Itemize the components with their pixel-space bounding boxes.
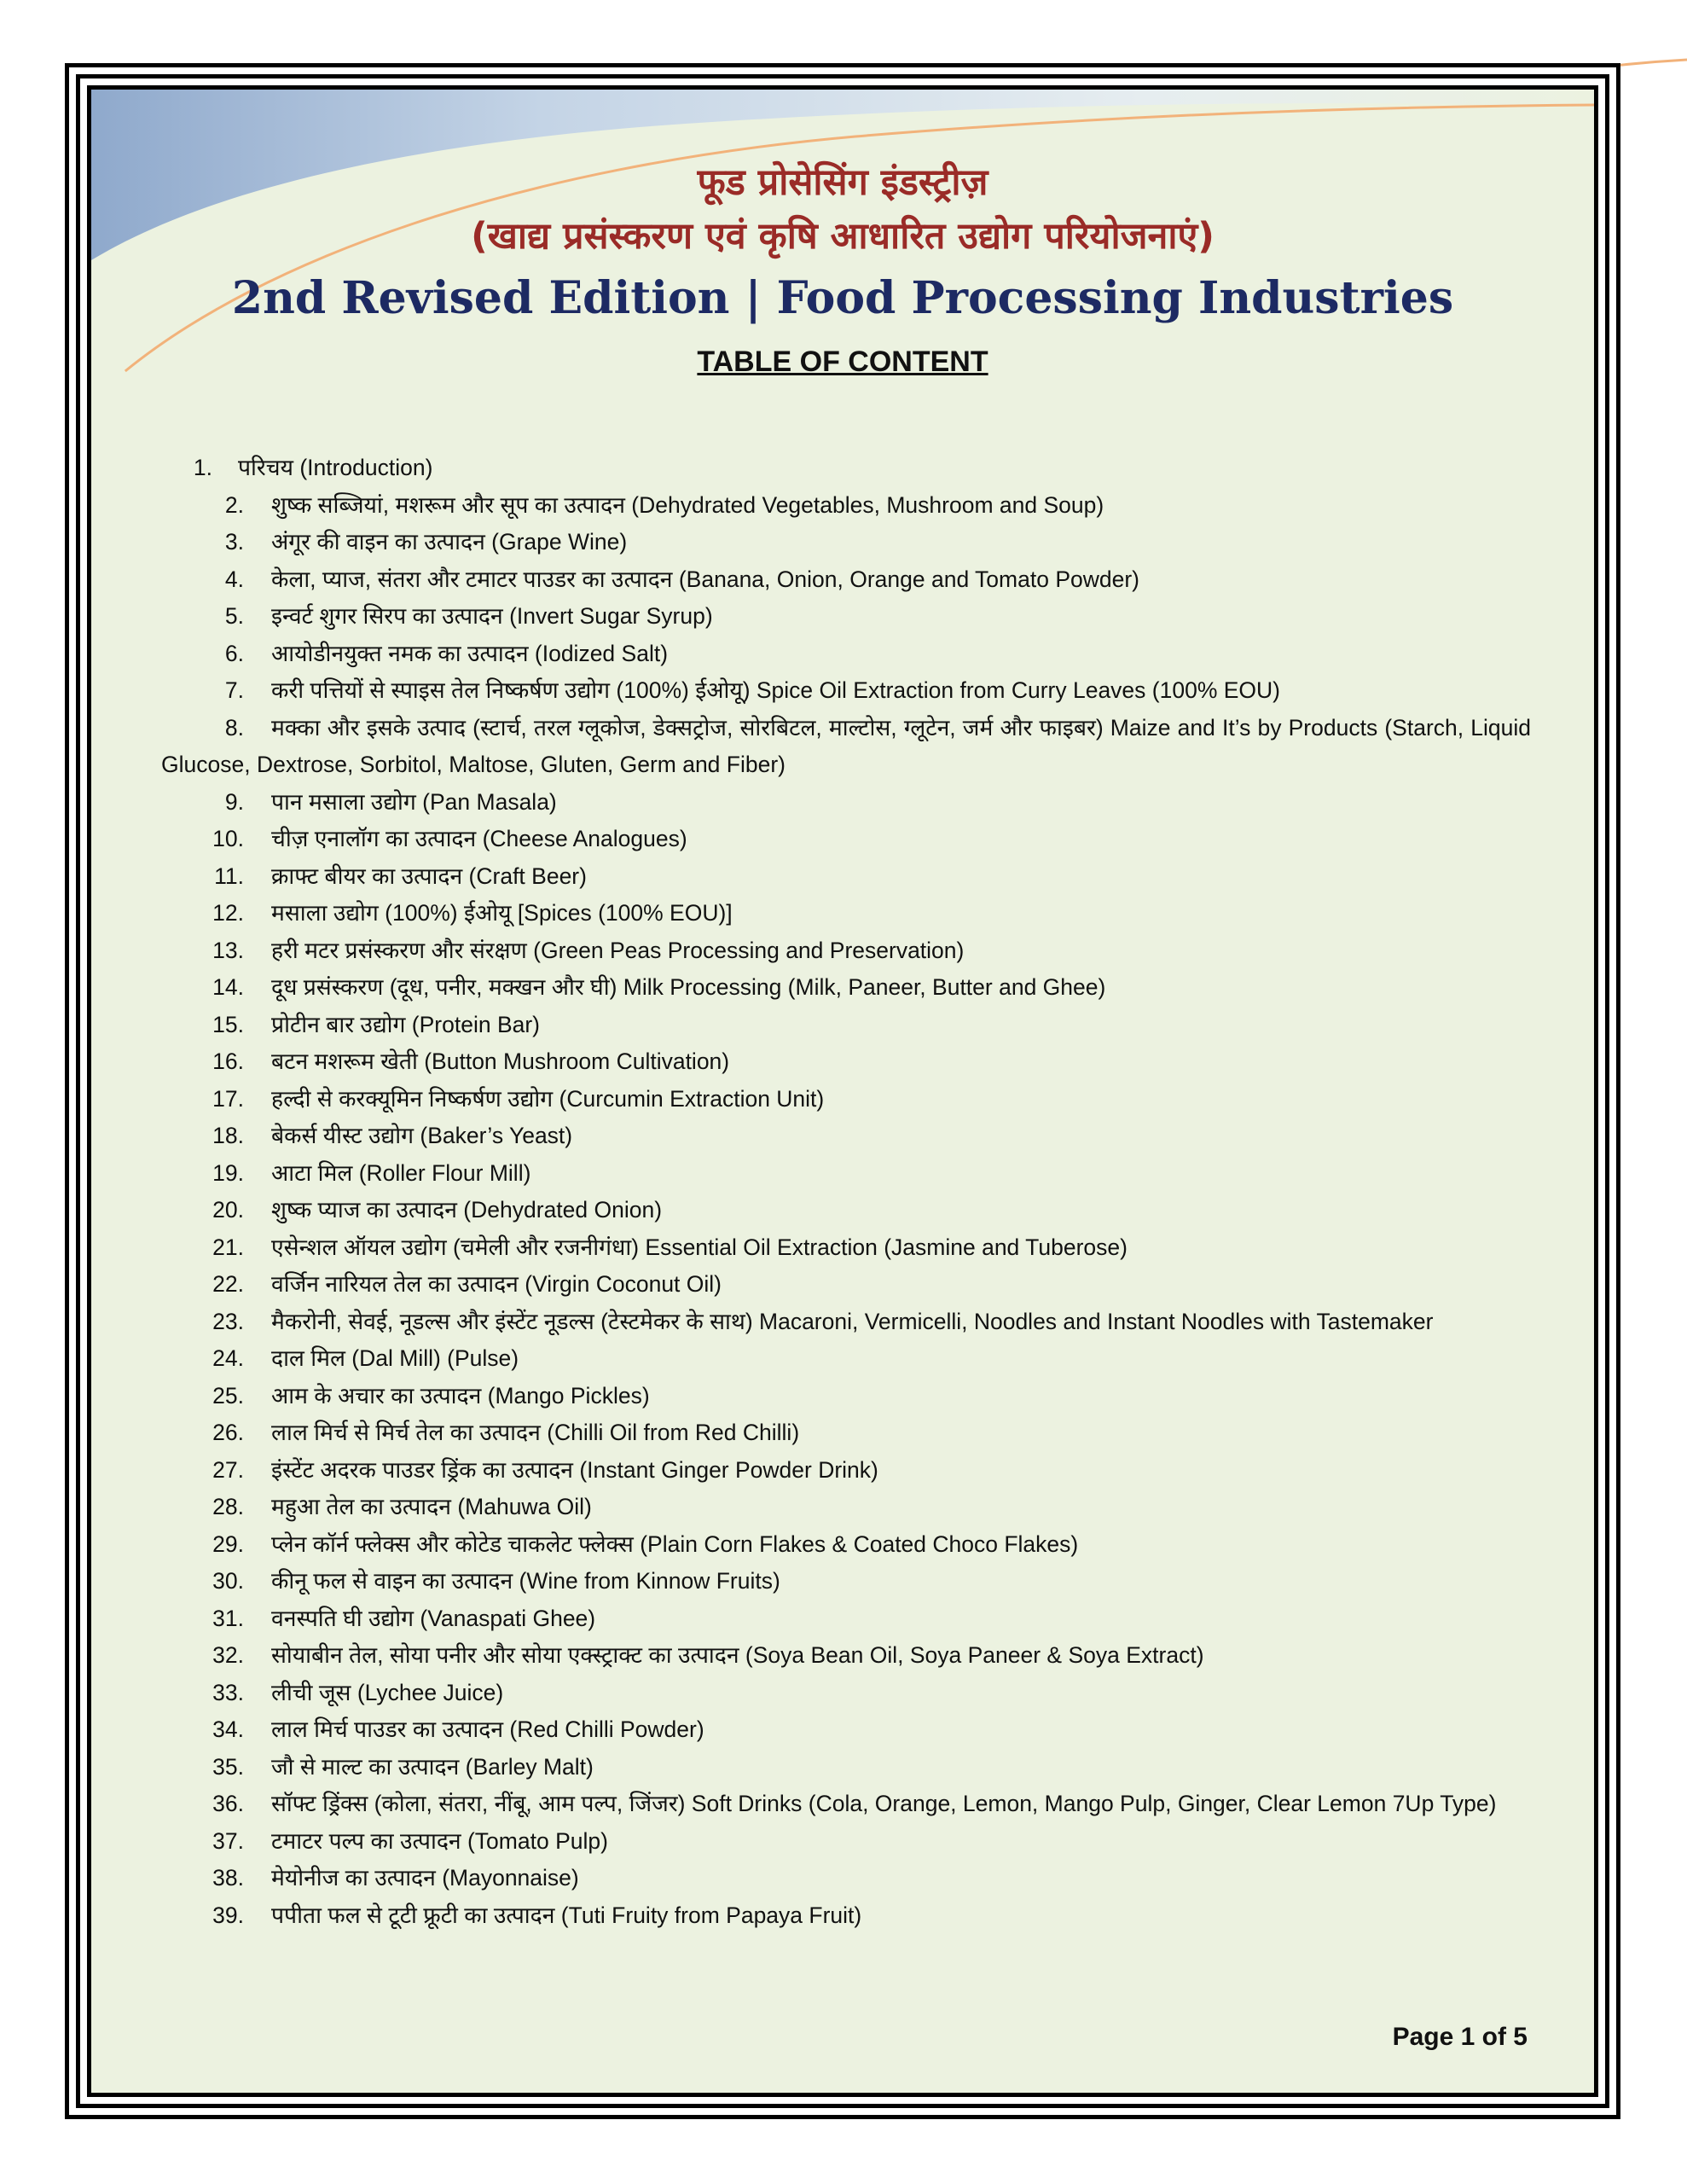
toc-item-title: करी पत्तियों से स्पाइस तेल निष्कर्षण उद्योग (100%) ईओयू) Spice Oil Extraction from Curry Leaves (100% EOU) — [271, 677, 1280, 703]
toc-item-title: आटा मिल (Roller Flour Mill) — [271, 1159, 531, 1186]
page-number: Page 1 of 5 — [1392, 2023, 1528, 2051]
toc-item — [161, 1526, 1531, 1564]
toc-item-title: बेकर्स यीस्ट उद्योग (Baker’s Yeast) — [271, 1123, 573, 1148]
toc-item — [161, 561, 1531, 599]
toc-item-title: प्लेन कॉर्न फ्लेक्स और कोटेड चाकलेट फ्लेक्स (Plain Corn Flakes & Coated Choco Flakes) — [271, 1531, 1079, 1557]
toc-item-title: लाल मिर्च पाउडर का उत्पादन (Red Chilli Powder) — [271, 1716, 704, 1742]
toc-item-number: 20. — [212, 1197, 244, 1223]
toc-item-number: 29. — [212, 1531, 244, 1557]
hindi-title-line-1: फूड प्रोसेसिंग इंडस्ट्रीज़ — [697, 161, 988, 204]
page-border-middle — [76, 74, 1609, 2108]
toc-item — [161, 1378, 1531, 1415]
toc-item-title: जौ से माल्ट का उत्पादन (Barley Malt) — [271, 1753, 594, 1780]
toc-item-title: दूध प्रसंस्करण (दूध, पनीर, मक्खन और घी) Milk Processing (Milk, Paneer, Butter and Ghee) — [271, 974, 1106, 1000]
toc-item-number: 33. — [212, 1679, 244, 1705]
toc-item-title: दाल मिल (Dal Mill) (Pulse) — [271, 1345, 519, 1371]
english-title: 2nd Revised Edition | Food Processing Industries — [231, 272, 1454, 324]
toc-item-number: 36. — [212, 1791, 244, 1816]
toc-item-title: पपीता फल से टूटी फ्रूटी का उत्पादन (Tuti Fruity from Papaya Fruit) — [271, 1902, 862, 1928]
toc-item-title: हरी मटर प्रसंस्करण और संरक्षण (Green Peas Processing and Preservation) — [271, 937, 965, 963]
toc-item-number: 37. — [212, 1827, 244, 1854]
toc-item-number: 1. — [193, 455, 212, 480]
toc-item — [161, 672, 1531, 710]
toc-item-number: 18. — [212, 1123, 244, 1148]
toc-item — [161, 450, 1531, 487]
toc-item — [161, 1155, 1531, 1193]
toc-item-title: अंगूर की वाइन का उत्पादन (Grape Wine) — [271, 529, 628, 555]
toc-item-title: चीज़ एनालॉग का उत्पादन (Cheese Analogues) — [271, 826, 687, 851]
toc-item-number: 31. — [212, 1605, 244, 1631]
toc-item-title: मक्का और इसके उत्पाद (स्टार्च, तरल ग्लूकोज, डेक्सट्रोज, सोरबिटल, माल्टोस, ग्लूटेन, जर्म और फाइबर) Maize and It’s by Products (Starch, Liquid Glucose, Dextrose, Sorbitol, Maltose, Gluten, Germ and Fiber) — [161, 714, 1531, 777]
toc-item-number: 34. — [212, 1716, 244, 1742]
toc-item-title: हल्दी से करक्यूमिन निष्कर्षण उद्योग (Curcumin Extraction Unit) — [271, 1085, 825, 1112]
toc-item-title: एसेन्शल ऑयल उद्योग (चमेली और रजनीगंधा) Essential Oil Extraction (Jasmine and Tuberose) — [271, 1234, 1128, 1260]
toc-item — [161, 1414, 1531, 1452]
toc-item-title: मसाला उद्योग (100%) ईओयू [Spices (100% EOU)] — [271, 900, 733, 926]
toc-item-number: 39. — [212, 1902, 244, 1928]
toc-item-number: 15. — [212, 1011, 244, 1037]
toc-item-title: आयोडीनयुक्त नमक का उत्पादन (Iodized Salt) — [271, 640, 669, 666]
toc-item-number: 35. — [212, 1753, 244, 1780]
toc-item — [161, 1860, 1531, 1897]
toc-item-title: लीची जूस (Lychee Juice) — [271, 1679, 504, 1705]
toc-item — [161, 932, 1531, 970]
toc-item — [161, 969, 1531, 1007]
toc-item-title: इंस्टेंट अदरक पाउडर ड्रिंक का उत्पादन (Instant Ginger Powder Drink) — [271, 1456, 878, 1483]
toc-item-number: 14. — [212, 974, 244, 1000]
toc-item-number: 32. — [212, 1642, 244, 1668]
toc-item-title: शुष्क सब्जियां, मशरूम और सूप का उत्पादन (Dehydrated Vegetables, Mushroom and Soup) — [271, 491, 1104, 518]
toc-item-number: 23. — [212, 1308, 244, 1334]
toc-item-title: महुआ तेल का उत्पादन (Mahuwa Oil) — [271, 1494, 592, 1519]
toc-item — [161, 784, 1531, 822]
toc-item-number: 9. — [224, 788, 244, 815]
hindi-title-line-2: (खाद्य प्रसंस्करण एवं कृषि आधारित उद्योग परियोजनाएं) — [471, 215, 1215, 258]
toc-item — [161, 1340, 1531, 1378]
toc-item-number: 30. — [212, 1568, 244, 1594]
toc-item — [161, 1007, 1531, 1044]
toc-item-title: मेयोनीज का उत्पादन (Mayonnaise) — [271, 1865, 579, 1891]
toc-item-number: 26. — [212, 1420, 244, 1445]
toc-item — [161, 598, 1531, 636]
page-content — [91, 90, 1594, 2093]
toc-item-title: प्रोटीन बार उद्योग (Protein Bar) — [271, 1011, 541, 1037]
toc-heading: TABLE OF CONTENT — [697, 346, 988, 378]
toc-item — [161, 487, 1531, 525]
toc-item-title: केला, प्याज, संतरा और टमाटर पाउडर का उत्पादन (Banana, Onion, Orange and Tomato Powder) — [271, 566, 1140, 592]
page-border-outer — [65, 63, 1620, 2119]
toc-item-number: 17. — [212, 1085, 244, 1112]
toc-item-number: 10. — [212, 826, 244, 851]
toc-item — [161, 1192, 1531, 1229]
toc-list — [161, 450, 1531, 1934]
toc-item-title: कीनू फल से वाइन का उत्पादन (Wine from Kinnow Fruits) — [271, 1568, 780, 1594]
toc-item — [161, 1786, 1531, 1823]
toc-item-number: 28. — [212, 1494, 244, 1519]
toc-item — [161, 1749, 1531, 1786]
toc-item-number: 11. — [214, 863, 244, 889]
toc-item-number: 2. — [224, 491, 244, 518]
toc-item-number: 3. — [224, 529, 244, 555]
toc-item — [161, 1266, 1531, 1304]
toc-item — [161, 1489, 1531, 1526]
toc-item — [161, 821, 1531, 858]
toc-item-title: सोयाबीन तेल, सोया पनीर और सोया एक्स्ट्राक्ट का उत्पादन (Soya Bean Oil, Soya Paneer & Soya Extract) — [271, 1642, 1204, 1668]
toc-item-number: 4. — [224, 566, 244, 592]
toc-item — [161, 1637, 1531, 1675]
toc-item-title: इन्वर्ट शुगर सिरप का उत्पादन (Invert Sugar Syrup) — [271, 603, 713, 629]
toc-item — [161, 895, 1531, 932]
toc-item-number: 6. — [224, 640, 244, 666]
toc-item-title: पान मसाला उद्योग (Pan Masala) — [271, 788, 557, 815]
toc-item-title: आम के अचार का उत्पादन (Mango Pickles) — [271, 1382, 650, 1409]
toc-item-title: मैकरोनी, सेवई, नूडल्स और इंस्टेंट नूडल्स (टेस्टमेकर के साथ) Macaroni, Vermicelli, Noodles and Instant Noodles with Tastemaker — [271, 1308, 1434, 1334]
toc-item — [161, 1897, 1531, 1935]
toc-item — [161, 1823, 1531, 1861]
toc-item-title: सॉफ्ट ड्रिंक्स (कोला, संतरा, नींबू, आम पल्प, जिंजर) Soft Drinks (Cola, Orange, Lemon, Mango Pulp, Ginger, Clear Lemon 7Up Type) — [271, 1791, 1497, 1816]
toc-item-number: 21. — [212, 1234, 244, 1260]
toc-item — [161, 1600, 1531, 1638]
toc-item — [161, 1452, 1531, 1490]
toc-item — [161, 524, 1531, 561]
page-border-inner — [87, 85, 1598, 2097]
toc-item-number: 24. — [212, 1345, 244, 1371]
toc-item-number: 13. — [212, 937, 244, 963]
toc-item — [161, 858, 1531, 896]
toc-item — [161, 1081, 1531, 1118]
toc-item-title: शुष्क प्याज का उत्पादन (Dehydrated Onion) — [271, 1197, 663, 1223]
toc-item-number: 27. — [212, 1456, 244, 1483]
toc-item — [161, 1711, 1531, 1749]
toc-item-number: 8. — [224, 714, 244, 741]
toc-item — [161, 1229, 1531, 1267]
toc-item-title: क्राफ्ट बीयर का उत्पादन (Craft Beer) — [271, 863, 587, 889]
toc-item — [161, 636, 1531, 673]
toc-item-number: 19. — [212, 1159, 244, 1186]
toc-item — [161, 1118, 1531, 1155]
toc-item — [161, 1675, 1531, 1712]
toc-item-number: 22. — [212, 1271, 244, 1297]
toc-item — [161, 1563, 1531, 1600]
toc-item-title: परिचय (Introduction) — [238, 455, 433, 480]
toc-item — [161, 1043, 1531, 1081]
toc-item-number: 5. — [224, 603, 244, 629]
toc-item — [161, 1304, 1531, 1341]
toc-item-title: टमाटर पल्प का उत्पादन (Tomato Pulp) — [271, 1827, 608, 1854]
toc-item-title: वनस्पति घी उद्योग (Vanaspati Ghee) — [271, 1605, 596, 1631]
toc-item-number: 7. — [224, 677, 244, 703]
toc-item-number: 16. — [212, 1048, 244, 1074]
toc-item-title: वर्जिन नारियल तेल का उत्पादन (Virgin Coconut Oil) — [271, 1271, 722, 1297]
toc-item-number: 25. — [212, 1382, 244, 1409]
toc-item-number: 38. — [212, 1865, 244, 1891]
toc-item-number: 12. — [212, 900, 244, 926]
toc-item-title: बटन मशरूम खेती (Button Mushroom Cultivation) — [271, 1048, 730, 1074]
toc-item — [161, 710, 1531, 784]
toc-item-title: लाल मिर्च से मिर्च तेल का उत्पादन (Chilli Oil from Red Chilli) — [271, 1420, 800, 1445]
